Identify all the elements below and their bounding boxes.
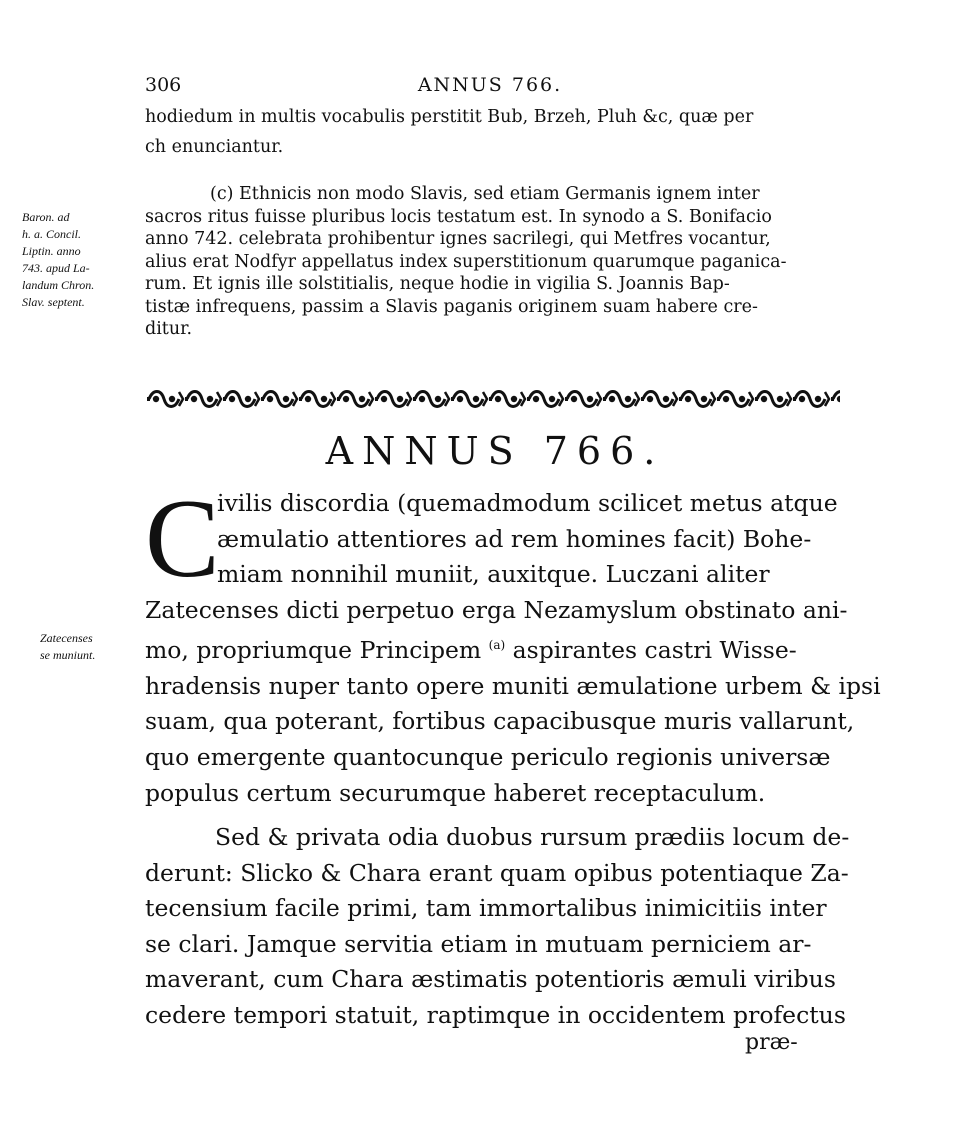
paragraph-line: ivilis discordia (quemadmodum scilicet metus atque [217,489,838,517]
paragraph-line: miam nonnihil muniit, auxitque. Luczani aliter [217,560,770,589]
footnote-line: anno 742. celebrata prohibentur ignes sacrilegi, qui Metfres vocantur, [145,229,771,249]
paragraph-line-part: mo, propriumque Principem [145,636,482,665]
paragraph-line: maverant, cum Chara æstimatis potentioris æmuli viribus [145,965,836,994]
margin-note-line: 743. apud La- [22,261,90,275]
paragraph-line: quo emergente quantocunque periculo regionis universæ [145,742,831,771]
footnote-c [145,183,845,341]
margin-note-baron [22,209,147,311]
paragraph-line: Sed & privata odia duobus rursum prædiis locum de- [215,823,850,851]
section-heading: ANNUS 766. [325,429,665,473]
paragraph-2 [145,820,850,1034]
margin-note-line: Liptin. anno [22,244,81,258]
paragraph-line: populus certum securumque haberet receptaculum. [145,778,766,807]
footnote-line: tistæ infrequens, passim a Slavis paganis originem suam habere cre- [145,296,758,317]
running-head [145,74,835,104]
paragraph-line: æmulatio attentiores ad rem homines facit) Bohe- [217,524,812,553]
footnote-line: rum. Et ignis ille solstitialis, neque hodie in vigilia S. Joannis Bap- [145,274,730,294]
paragraph-line: derunt: Slicko & Chara erant quam opibus potentiaque Za- [145,858,849,887]
footnote-line: hodiedum in multis vocabulis perstitit Bub, Brzeh, Pluh &c, quæ per [145,107,754,127]
margin-note-line: landum Chron. [22,278,95,292]
margin-note-zatecenses [40,630,140,664]
page-number: 306 [145,74,182,96]
footnote-continuation [145,102,845,162]
paragraph-line-with-note [145,628,845,668]
drop-cap: C [145,477,220,601]
footnote-ref: (a) [488,638,506,653]
footnote-line: alius erat Nodfyr appellatus index superstitionum quarumque paganica- [145,251,787,272]
paragraph-line: suam, qua poterant, fortibus capacibusque muris vallarunt, [145,707,855,736]
paragraph-line: se clari. Jamque servitia etiam in mutuam perniciem ar- [145,929,812,958]
footnote-line: (c) Ethnicis non modo Slavis, sed etiam Germanis ignem inter [210,184,760,204]
paragraph-line-part: aspirantes castri Wisse- [512,636,797,665]
margin-note-line: Baron. ad [22,210,70,224]
running-title: ANNUS 766. [417,74,563,96]
margin-note-line: se muniunt. [40,648,96,662]
margin-note-line: Zatecenses [40,631,93,645]
footnote-line: sacros ritus fuisse pluribus locis testatum est. In synodo a S. Bonifacio [145,206,772,227]
ornamental-divider [147,386,840,412]
margin-note-line: h. a. Concil. [22,227,81,241]
paragraph-line: tecensium facile primi, tam immortalibus inimicitiis inter [145,894,827,923]
footnote-line: ditur. [145,319,193,339]
footnote-line: ch enunciantur. [145,137,284,157]
paragraph-line: hradensis nuper tanto opere muniti æmulatione urbem & ipsi [145,671,881,700]
paragraph-line: cedere tempori statuit, raptimque in occidentem profectus [145,1000,846,1029]
margin-note-line: Slav. septent. [22,295,85,309]
paragraph-1 [145,477,881,811]
paragraph-line: Zatecenses dicti perpetuo erga Nezamyslum obstinato ani- [145,595,848,624]
catchword: præ- [745,1030,798,1055]
